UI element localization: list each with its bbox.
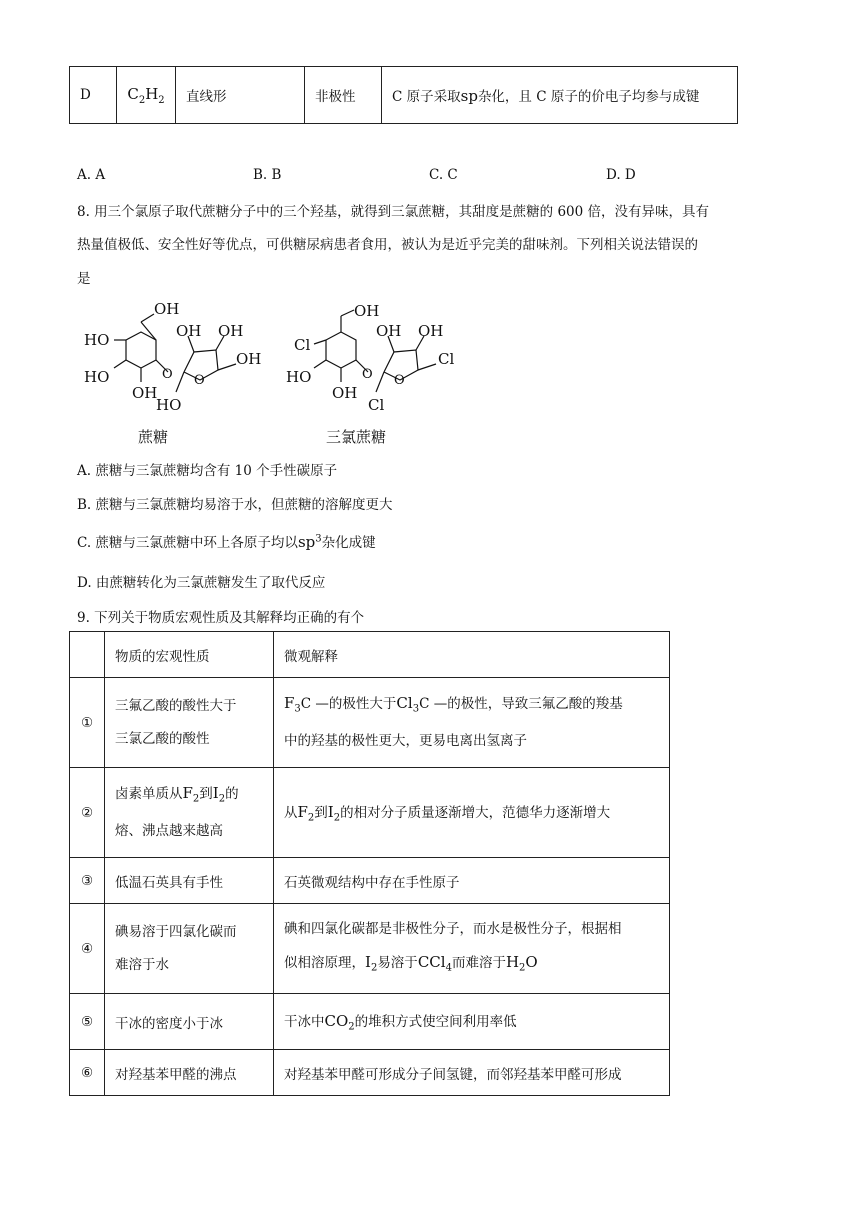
q8-option-c: C. 蔗糖与三氯蔗糖中环上各原子均以$sp^3$杂化成键 <box>77 533 376 551</box>
q8-stem-line2: 热量值极低、安全性好等优点，可供糖尿病患者食用，被认为是近乎完美的甜味剂。下列相关说法错误的 <box>77 237 698 253</box>
row-property: 三氟乙酸的酸性大于 三氯乙酸的酸性 <box>105 678 274 768</box>
table-row <box>70 994 670 1050</box>
explain-cell: C 原子采取sp杂化，且 C 原子的价电子均参与成键 <box>382 67 738 124</box>
row-explanation: 从$F_2$到$I_2$的相对分子质量逐渐增大，范德华力逐渐增大 <box>274 768 670 858</box>
q8-option-a: A. 蔗糖与三氯蔗糖均含有 10 个手性碳原子 <box>77 463 338 479</box>
header-explanation: 微观解释 <box>274 632 670 678</box>
atom-label: OH <box>418 322 444 340</box>
atom-label: O <box>394 373 405 388</box>
atom-label: Cl <box>294 336 311 354</box>
q8-stem-line1: 8. 用三个氯原子取代蔗糖分子中的三个羟基，就得到三氯蔗糖，其甜度是蔗糖的 600 倍，没有异味，具有 <box>77 204 710 220</box>
row-property: 低温石英具有手性 <box>105 858 274 904</box>
atom-label: HO <box>84 331 110 349</box>
row-property: 碘易溶于四氯化碳而 难溶于水 <box>105 904 274 994</box>
q7-table <box>69 66 738 124</box>
row-explanation: 碘和四氯化碳都是非极性分子，而水是极性分子，根据相 似相溶原理，$I_2$易溶于CCl$_4$而难溶于$H_2O$ <box>274 904 670 994</box>
atom-label: HO <box>156 396 182 414</box>
molecule-label-sucralose: 三氯蔗糖 <box>326 428 387 446</box>
table-row <box>70 1050 670 1096</box>
sucrose-structures-figure <box>76 302 476 450</box>
atom-label: OH <box>332 384 358 402</box>
atom-label: HO <box>286 368 312 386</box>
q9-table <box>69 631 670 1096</box>
q8-option-b: B. 蔗糖与三氯蔗糖均易溶于水，但蔗糖的溶解度更大 <box>77 497 393 513</box>
table-row <box>70 768 670 858</box>
q9-stem: 9. 下列关于物质宏观性质及其解释均正确的有个 <box>77 610 365 626</box>
atom-label: OH <box>354 302 380 320</box>
row-property: 对羟基苯甲醛的沸点 <box>105 1050 274 1096</box>
q7-option-b: B. B <box>253 167 282 183</box>
polarity-cell: 非极性 <box>305 67 382 124</box>
table-row <box>70 904 670 994</box>
atom-label: OH <box>154 302 180 318</box>
header-num <box>70 632 105 678</box>
shape-cell: 直线形 <box>176 67 305 124</box>
row-num: ③ <box>70 858 105 904</box>
sucralose-labels <box>286 302 454 446</box>
row-explanation: 干冰中$CO_2$的堆积方式使空间利用率低 <box>274 994 670 1050</box>
row-num: ⑤ <box>70 994 105 1050</box>
q7-option-d: D. D <box>606 167 636 183</box>
atom-label: O <box>162 367 173 382</box>
q8-option-d: D. 由蔗糖转化为三氯蔗糖发生了取代反应 <box>77 575 326 591</box>
atom-label: O <box>362 367 373 382</box>
table-header-row <box>70 632 670 678</box>
row-property: 卤素单质从$F_2$到$I_2$的 熔、沸点越来越高 <box>105 768 274 858</box>
q7-option-c: C. C <box>429 167 458 183</box>
atom-label: OH <box>218 322 244 340</box>
table-row <box>70 858 670 904</box>
sucrose-labels <box>84 302 261 446</box>
row-label: D <box>70 67 117 124</box>
q8-stem-line3: 是 <box>77 271 91 287</box>
row-num: ⑥ <box>70 1050 105 1096</box>
q7-option-a: A. A <box>77 167 106 183</box>
row-num: ④ <box>70 904 105 994</box>
table-row <box>70 67 738 124</box>
atom-label: HO <box>84 368 110 386</box>
atom-label: OH <box>236 350 262 368</box>
atom-label: Cl <box>368 396 385 414</box>
atom-label: OH <box>376 322 402 340</box>
row-explanation: 石英微观结构中存在手性原子 <box>274 858 670 904</box>
row-num: ① <box>70 678 105 768</box>
formula-cell: $C_2H_2$ <box>117 67 176 124</box>
atom-label: O <box>194 373 205 388</box>
row-explanation: 对羟基苯甲醛可形成分子间氢键，而邻羟基苯甲醛可形成 <box>274 1050 670 1096</box>
table-row <box>70 678 670 768</box>
header-property: 物质的宏观性质 <box>105 632 274 678</box>
row-property: 干冰的密度小于冰 <box>105 994 274 1050</box>
atom-label: OH <box>132 384 158 402</box>
row-num: ② <box>70 768 105 858</box>
atom-label: OH <box>176 322 202 340</box>
molecule-label-sucrose: 蔗糖 <box>138 428 169 446</box>
atom-label: Cl <box>438 350 455 368</box>
row-explanation: $F_3C$ —的极性大于$Cl_3C$ —的极性，导致三氟乙酸的羧基 中的羟基的极性更大，更易电离出氢离子 <box>274 678 670 768</box>
